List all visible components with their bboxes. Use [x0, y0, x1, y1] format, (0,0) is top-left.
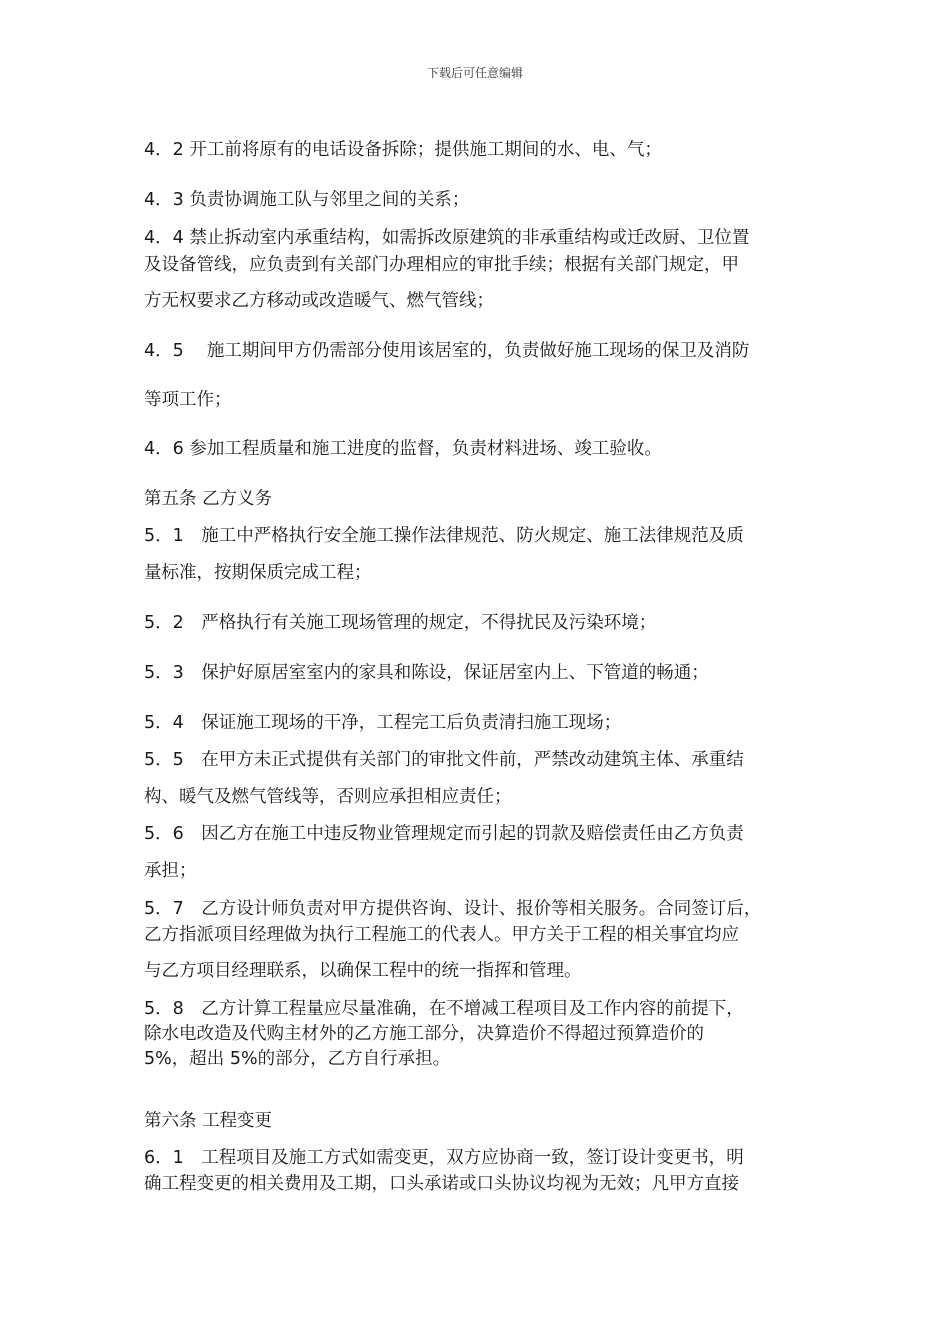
clause-5-7: 5．7 乙方设计师负责对甲方提供咨询、设计、报价等相关服务。合同签订后，: [144, 899, 762, 919]
clause-5-5: 5．5 在甲方未正式提供有关部门的审批文件前，严禁改动建筑主体、承重结: [144, 750, 744, 770]
page-header: 下载后可任意编辑: [426, 66, 523, 80]
clause-4-4-cont-1: 及设备管线，应负责到有关部门办理相应的审批手续；根据有关部门规定，甲: [144, 255, 739, 275]
clause-4-4: 4．4 禁止拆动室内承重结构，如需拆改原建筑的非承重结构或迁改厨、卫位置: [144, 228, 750, 248]
clause-5-6: 5．6 因乙方在施工中违反物业管理规定而引起的罚款及赔偿责任由乙方负责: [144, 824, 744, 844]
clause-4-2: 4．2 开工前将原有的电话设备拆除；提供施工期间的水、电、气；: [144, 140, 662, 160]
clause-5-8-cont-1: 除水电改造及代购主材外的乙方施工部分，决算造价不得超过预算造价的: [144, 1024, 704, 1044]
clause-6-1-cont: 确工程变更的相关费用及工期，口头承诺或口头协议均视为无效；凡甲方直接: [144, 1174, 739, 1194]
clause-5-7-cont-2: 与乙方项目经理联系，以确保工程中的统一指挥和管理。: [144, 961, 582, 981]
clause-5-3: 5．3 保护好原居室室内的家具和陈设，保证居室内上、下管道的畅通；: [144, 663, 709, 683]
clause-4-5: 4．5 施工期间甲方仍需部分使用该居室的，负责做好施工现场的保卫及消防: [144, 341, 750, 361]
clause-5-1-cont: 量标准，按期保质完成工程；: [144, 563, 372, 583]
clause-5-1: 5．1 施工中严格执行安全施工操作法律规范、防火规定、施工法律规范及质: [144, 526, 744, 546]
clause-5-6-cont: 承担；: [144, 861, 197, 881]
clause-5-5-cont: 构、暖气及燃气管线等，否则应承担相应责任；: [144, 787, 512, 807]
clause-4-4-cont-2: 方无权要求乙方移动或改造暖气、燃气管线；: [144, 291, 494, 311]
section-6-heading: 第六条 工程变更: [144, 1111, 273, 1131]
clause-5-2: 5．2 严格执行有关施工现场管理的规定，不得扰民及污染环境；: [144, 613, 657, 633]
clause-5-8: 5．8 乙方计算工程量应尽量准确，在不增减工程项目及工作内容的前提下，: [144, 999, 744, 1019]
clause-4-5-cont: 等项工作；: [144, 390, 232, 410]
clause-4-6: 4．6 参加工程质量和施工进度的监督，负责材料进场、竣工验收。: [144, 439, 662, 459]
clause-5-4: 5．4 保证施工现场的干净，工程完工后负责清扫施工现场；: [144, 713, 622, 733]
section-5-heading: 第五条 乙方义务: [144, 489, 273, 509]
clause-4-3: 4．3 负责协调施工队与邻里之间的关系；: [144, 190, 470, 210]
clause-5-8-cont-2: 5%，超出 5%的部分，乙方自行承担。: [144, 1049, 451, 1069]
clause-5-7-cont-1: 乙方指派项目经理做为执行工程施工的代表人。甲方关于工程的相关事宜均应: [144, 925, 739, 945]
clause-6-1: 6．1 工程项目及施工方式如需变更，双方应协商一致，签订设计变更书，明: [144, 1148, 744, 1168]
